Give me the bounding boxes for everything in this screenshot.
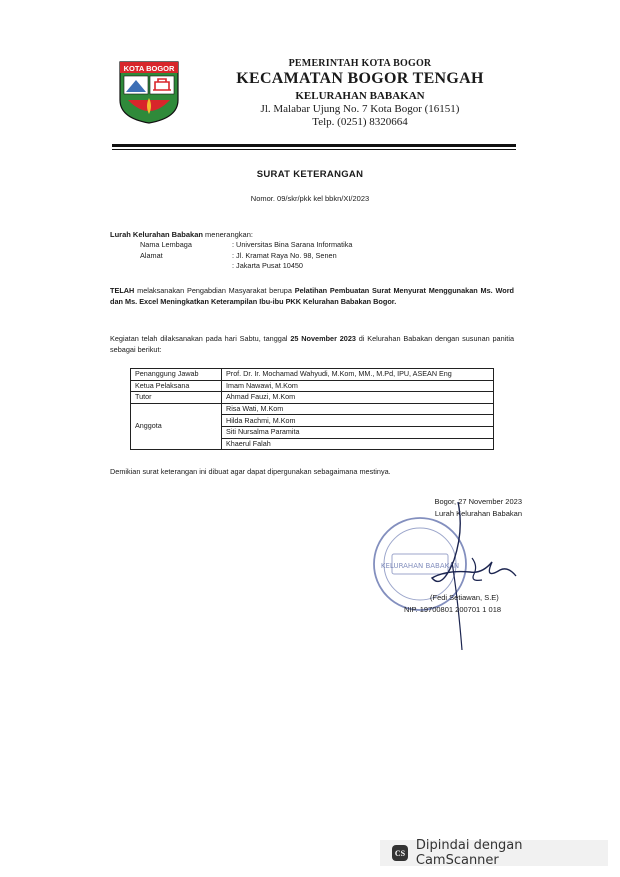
schedule-post: di Kelurahan Babakan dengan susunan panitia sebagai berikut: (110, 334, 514, 354)
committee-role: Tutor (131, 392, 222, 404)
camscanner-watermark (380, 840, 608, 866)
committee-member: Imam Nawawi, M.Kom (222, 380, 494, 392)
signing-place-date: Bogor, 27 November 2023 (434, 497, 522, 506)
table-row (131, 380, 494, 392)
paragraph-middle: melaksanakan Pengabdian Masyarakat berupa (134, 286, 295, 295)
event-date: 25 November 2023 (290, 334, 356, 343)
committee-member: Khaerul Falah (222, 438, 494, 450)
letterhead-divider-thick (112, 144, 516, 147)
committee-member: Siti Nursalma Paramita (222, 426, 494, 438)
signer-position: Lurah Kelurahan Babakan (434, 509, 522, 518)
field-value: : Jl. Kramat Raya No. 98, Senen (232, 250, 337, 260)
field-row (140, 261, 352, 272)
village-name: KELURAHAN BABAKAN (295, 90, 425, 102)
logo-label: KOTA BOGOR (123, 64, 175, 73)
activity-paragraph (110, 286, 514, 307)
committee-role: Ketua Pelaksana (131, 380, 222, 392)
document-title: SURAT KETERANGAN (256, 169, 364, 180)
field-value: : Universitas Bina Sarana Informatika (232, 240, 353, 249)
camscanner-text: Dipindai dengan CamScanner (415, 838, 523, 868)
activity-title: Pelatihan Pembuatan Surat Menyurat Menggunakan Ms. Word dan Ms. Excel Meningkatkan Keterampilan Ibu-ibu PKK Kelurahan Babakan Bogor. (110, 286, 514, 306)
committee-role: Anggota (131, 403, 222, 449)
stamp-text: KELURAHAN BABAKAN (380, 562, 460, 570)
kota-bogor-logo (118, 60, 180, 124)
intro-verb: menerangkan: (202, 230, 253, 239)
intro-line (110, 230, 253, 239)
field-row (140, 251, 352, 262)
signer-nip: NIP. 19700801 200701 1 018 (404, 605, 502, 614)
field-label: Nama Lembaga (140, 240, 192, 249)
committee-member: Hilda Rachmi, M.Kom (222, 415, 494, 427)
schedule-paragraph (110, 334, 514, 355)
table-row (131, 392, 494, 404)
institution-fields (140, 240, 352, 272)
handwritten-signature (412, 500, 522, 660)
signer-name: (Fedi Setiawan, S.E) (430, 593, 499, 602)
letterhead-divider-thin (112, 149, 516, 150)
field-label: Alamat (140, 250, 163, 260)
document-number: Nomor. 09/skr/pkk kel bbkn/XI/2023 (250, 194, 370, 203)
field-row (140, 240, 352, 251)
committee-member: Prof. Dr. Ir. Mochamad Wahyudi, M.Kom, MM., M.Pd, IPU, ASEAN Eng (222, 369, 494, 381)
intro-subject: Lurah Kelurahan Babakan (110, 230, 203, 239)
table-row (131, 369, 494, 381)
committee-member: Ahmad Fauzi, M.Kom (222, 392, 494, 404)
schedule-pre: Kegiatan telah dilaksanakan pada hari Sabtu, tanggal (110, 334, 291, 343)
government-name: PEMERINTAH KOTA BOGOR (288, 58, 432, 69)
paragraph-lead: TELAH (110, 286, 135, 295)
district-name: KECAMATAN BOGOR TENGAH (236, 70, 484, 87)
committee-table (130, 368, 494, 450)
table-row (131, 403, 494, 415)
committee-member: Risa Wati, M.Kom (222, 403, 494, 415)
letterhead-text (200, 58, 520, 128)
office-phone: Telp. (0251) 8320664 (312, 116, 408, 128)
office-address: Jl. Malabar Ujung No. 7 Kota Bogor (16151) (260, 103, 460, 115)
closing-statement: Demikian surat keterangan ini dibuat agar dapat dipergunakan sebagaimana mestinya. (110, 467, 391, 476)
committee-role: Penanggung Jawab (131, 369, 222, 381)
camscanner-icon: CS (392, 845, 408, 861)
field-value: : Jakarta Pusat 10450 (232, 261, 303, 270)
